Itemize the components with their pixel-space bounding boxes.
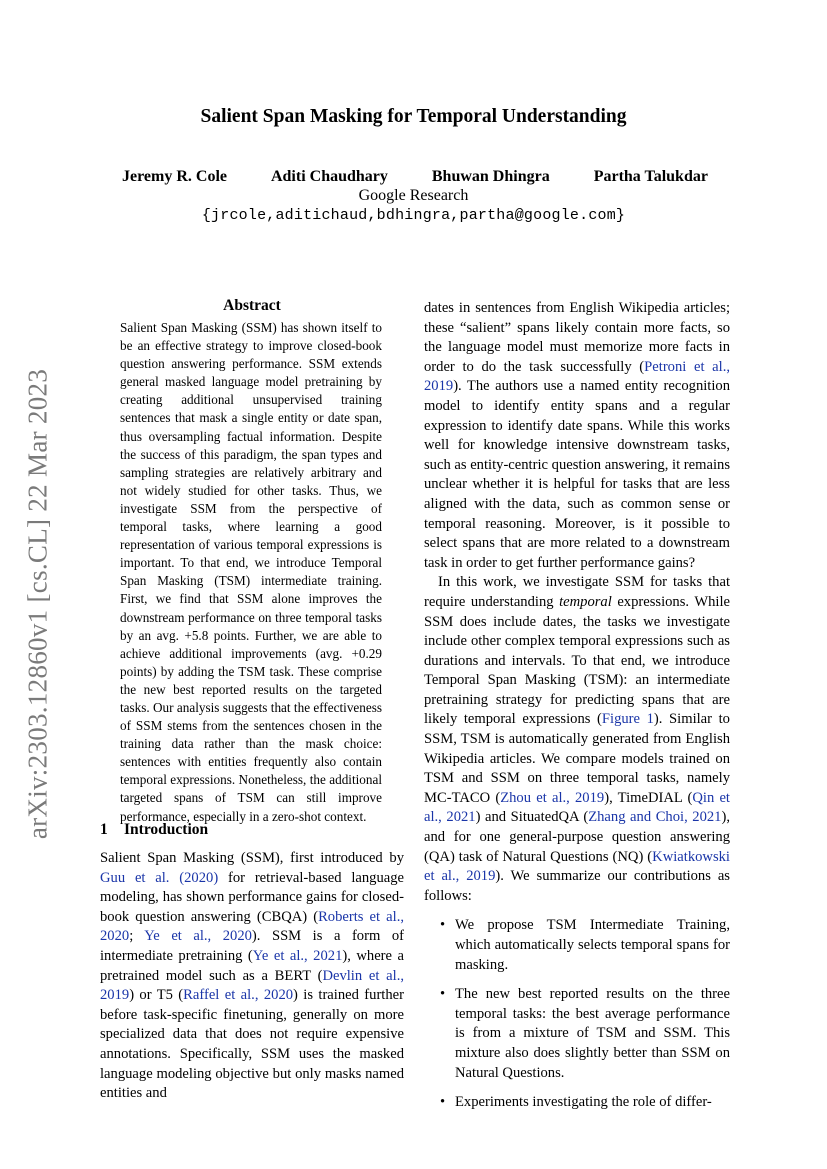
arxiv-side-stamp xyxy=(24,364,52,844)
author-emails: {jrcole,aditichaud,bdhingra,partha@google.com} xyxy=(201,207,626,224)
paper-title: Salient Span Masking for Temporal Understanding xyxy=(200,106,627,127)
intro-paragraph-2: In this work, we investigate SSM for tasks that require understanding temporal expressions. While SSM does include dates, the tasks we investigate include other complex temporal expressions such as durations and intervals. To that end, we introduce Temporal Span Masking (TSM): an intermediate pretraining strategy for predicting spans that are likely temporal expressions (Figure 1). Similar to SSM, TSM is automatically generated from English Wikipedia articles. We compare models trained on TSM and SSM on three temporal tasks, namely MC-TACO (Zhou et al., 2019), TimeDIAL (Qin et al., 2021) and SituatedQA (Zhang and Choi, 2021), and for one general-purpose question answering (QA) task of Natural Questions (NQ) (Kwiatkowski et al., 2019). We summarize our contributions as follows: xyxy=(424,574,730,904)
author-name: Jeremy R. Cole xyxy=(121,168,227,185)
intro-paragraph-1-continued: dates in sentences from English Wikipedia articles; these “salient” spans likely contain more facts, so the language model must memorize more facts in order to do the task successfully (Petroni et al., 2019). The authors use a named entity recognition model to identify entity spans and a regular expression to identify date spans. While this works well for knowledge intensive downstream tasks, such as entity-centric question answering, it remains unclear whether it is helpful for tasks that are less aligned with the data, such as common sense or temporal reasoning. Moreover, is it possible to select spans that are more related to a downstream task in order to get further performance gains? xyxy=(424,300,730,571)
arxiv-identifier: arXiv:2303.12860v1 [cs.CL] 22 Mar 2023 xyxy=(22,368,53,840)
author-name: Partha Talukdar xyxy=(593,168,708,185)
citation-link[interactable]: Qin et al., 2021 xyxy=(424,789,730,826)
list-item: • The new best reported results on the three temporal tasks: the best average performance is from a mixture of TSM and SSM. This mixture also does slightly better than SSM on Natural Questions. xyxy=(424,985,730,1083)
author-name: Bhuwan Dhingra xyxy=(431,168,550,185)
citation-link[interactable]: Devlin et al., 2019 xyxy=(100,967,404,1004)
affiliation: Google Research xyxy=(358,187,469,204)
citation-link[interactable]: Guu et al. (2020) xyxy=(100,869,219,886)
list-item: • We propose TSM Intermediate Training, which automatically selects temporal spans for masking. xyxy=(424,916,730,975)
citation-link[interactable]: Kwiatkowski et al., 2019 xyxy=(424,848,730,885)
citation-link[interactable]: Roberts et al., 2020 xyxy=(100,908,404,945)
citation-link[interactable]: Ye et al., 2020 xyxy=(144,928,252,945)
section-heading-introduction xyxy=(100,821,208,839)
intro-paragraph-1: Salient Span Masking (SSM), first introduced by Guu et al. (2020) for retrieval-based language modeling, has shown performance gains for closed-book question answering (CBQA) (Roberts et al., 2020; Ye et al., 2020). SSM is a form of intermediate pretraining (Ye et al., 2021), where a pretrained model such as a BERT (Devlin et al., 2019) or T5 (Raffel et al., 2020) is trained further before task-specific finetuning, generally on more specialized data that does not require expensive annotations. Specifically, SSM uses the masked language modeling objective but only masks named entities and xyxy=(100,850,405,1102)
emphasized-text: temporal xyxy=(559,593,612,610)
right-column xyxy=(424,299,730,1123)
contributions-list xyxy=(424,916,730,1112)
section-number: 1 xyxy=(100,821,108,838)
abstract-heading: Abstract xyxy=(223,297,281,314)
citation-link[interactable]: Raffel et al., 2020 xyxy=(183,987,294,1004)
citation-link[interactable]: Petroni et al., 2019 xyxy=(424,358,730,395)
list-item: • Experiments investigating the role of differ- xyxy=(424,1093,730,1113)
author-name: Aditi Chaudhary xyxy=(270,168,388,185)
citation-link[interactable]: Ye et al., 2021 xyxy=(252,947,343,964)
section-title: Introduction xyxy=(124,821,209,838)
citation-link[interactable]: Zhou et al., 2019 xyxy=(500,789,605,806)
author-list xyxy=(100,168,730,186)
citation-link[interactable]: Zhang and Choi, 2021 xyxy=(588,809,722,826)
citation-link[interactable]: Figure 1 xyxy=(601,711,654,728)
abstract-text: Salient Span Masking (SSM) has shown itself to be an effective strategy to improve closed-book question answering performance. SSM extends general masked language model pretraining by creating additional unsupervised training sentences that mask a single entity or date span, thus oversampling factual information. Despite the success of this paradigm, the span types and sampling strategies are relatively arbitrary and not widely studied for other tasks. Thus, we investigate SSM from the perspective of temporal tasks, where learning a good representation of various temporal expressions is important. To that end, we introduce Temporal Span Masking (TSM) intermediate training. First, we find that SSM alone improves the downstream performance on three temporal tasks by an avg. +5.8 points. Further, we are able to achieve additional improvements (avg. +0.29 points) by adding the TSM task. These comprise the new best reported results on the targeted tasks. Our analysis suggests that the effectiveness of SSM stems from the sentences chosen in the training data rather than the mask choice: sentences with entities frequently also contain temporal expressions. Nonetheless, the additional targeted spans of TSM can still improve performance, especially in a zero-shot context. xyxy=(120,320,382,824)
